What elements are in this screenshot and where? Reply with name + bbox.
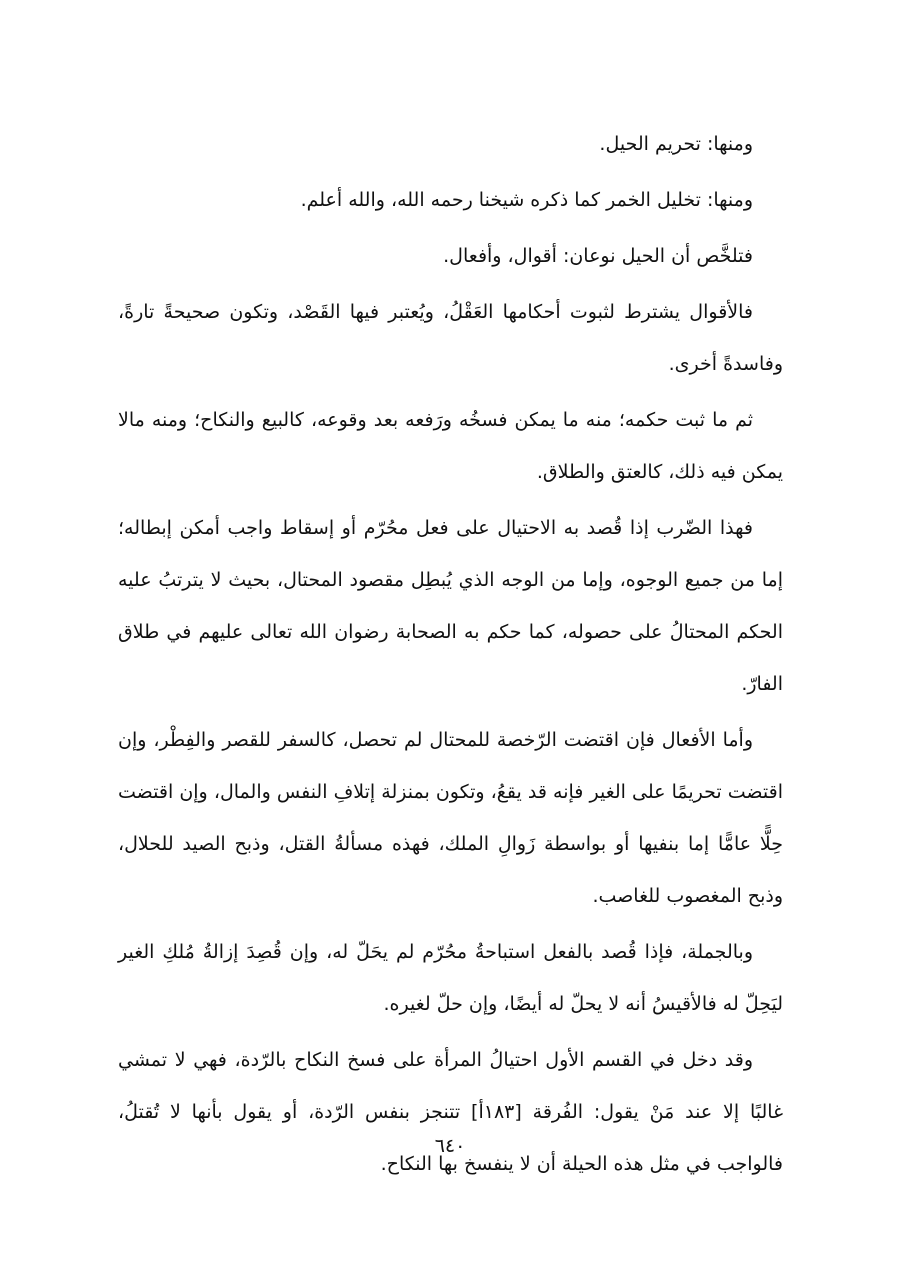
paragraph-4: فالأقوال يشترط لثبوت أحكامها العَقْلُ، ويُعتبر فيها القَصْد، وتكون صحيحةً تارةً، وفاسدةً أخرى. [118,301,783,375]
paragraph-2: ومنها: تخليل الخمر كما ذكره شيخنا رحمه الله، والله أعلم. [300,189,753,211]
paragraph-3: فتلخَّص أن الحيل نوعان: أقوال، وأفعال. [443,245,753,267]
main-text [118,118,783,1194]
paragraph-8: وبالجملة، فإذا قُصد بالفعل استباحةُ محُرّم لم يحَلّ له، وإن قُصِدَ إزالةُ مُلكِ الغير ليَحِلّ له فالأقيسُ أنه لا يحلّ له أيضًا، وإن حلّ لغيره. [118,941,783,1015]
paragraph-1: ومنها: تحريم الحيل. [599,133,753,155]
paragraph-7: وأما الأفعال فإن اقتضت الرّخصة للمحتال لم تحصل، كالسفر للقصر والفِطْر، وإن اقتضت تحريمًا على الغير فإنه قد يقعُ، وتكون بمنزلة إتلافِ النفس والمال، وإن اقتضت حِلًّا عامًّا إما بنفيها أو بواسطة زَوالِ الملك، فهذه مسألةُ القتل، وذبح الصيد للحلال، وذبح المغصوب للغاصب. [118,729,783,907]
paragraph-6: فهذا الضّرب إذا قُصد به الاحتيال على فعل محُرّم أو إسقاط واجب أمكن إبطاله؛ إما من جميع الوجوه، وإما من الوجه الذي يُبطِل مقصود المحتال، بحيث لا يترتبُ عليه الحكم المحتالُ على حصوله، كما حكم به الصحابة رضوان الله تعالى عليهم في طلاق الفارّ. [118,517,783,695]
page-number: ٦٤٠ [434,1135,466,1157]
paragraph-9: وقد دخل في القسم الأول احتيالُ المرأة على فسخ النكاح بالرّدة، فهي لا تمشي غالبًا إلا عند مَنْ يقول: الفُرقة [١٨٣أ] تتنجز بنفس الرّدة، أو يقول بأنها لا تُقتلُ، فالواجب في مثل هذه الحيلة أن لا ينفسخ بها النكاح. [118,1049,784,1175]
paragraph-5: ثم ما ثبت حكمه؛ منه ما يمكن فسخُه ورَفعه بعد وقوعه، كالبيع والنكاح؛ ومنه مالا يمكن فيه ذلك، كالعتق والطلاق. [118,409,783,483]
